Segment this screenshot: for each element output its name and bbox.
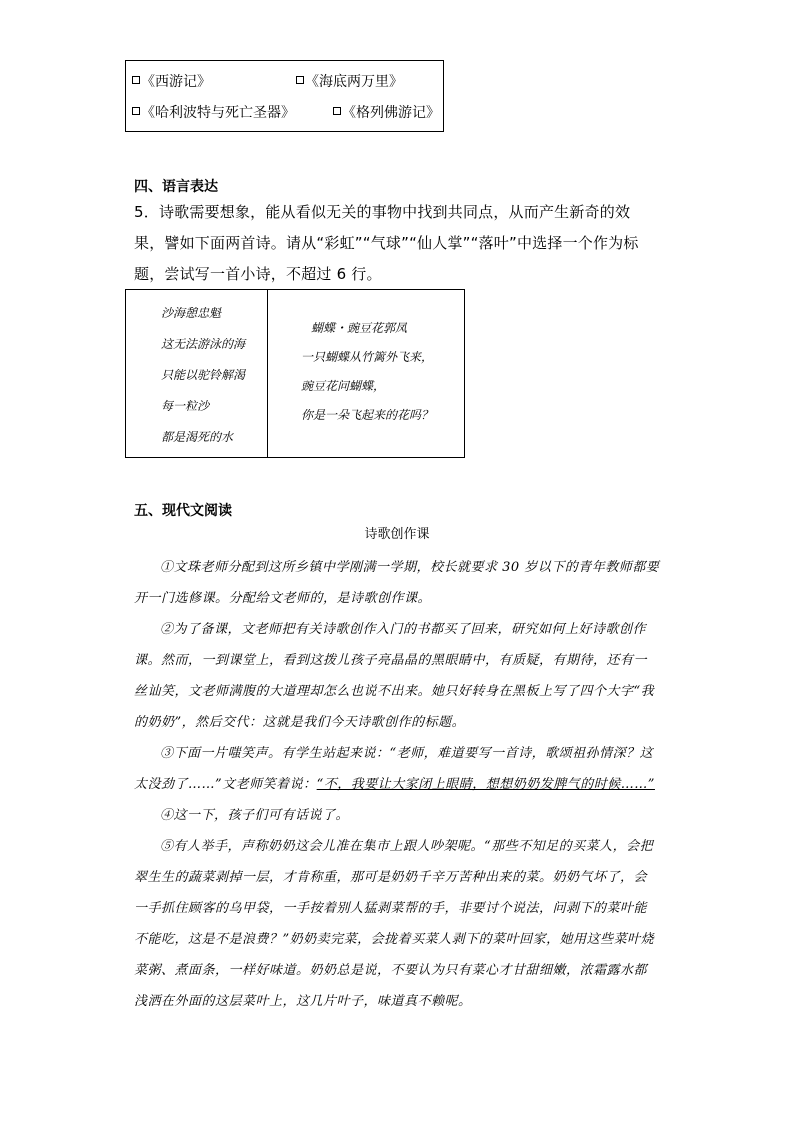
paragraph-1: ①文珠老师分配到这所乡镇中学刚满一学期，校长就要求 30 岁以下的青年教师都要开一门选修课。分配给文老师的，是诗歌创作课。 (134, 560, 660, 606)
poem-line: 只能以驼铃解渴 (161, 368, 246, 382)
paragraph-3-text: ③下面一片嗤笑声。有学生站起来说：“老师，难道要写一首诗，歌颂祖孙情深？这太没劲了……”文老师笑着说： (134, 746, 654, 792)
poem-right (301, 314, 433, 430)
paragraph-4: ④这一下，孩子们可有话说了。 (160, 808, 350, 823)
article-body (134, 552, 660, 1017)
section-4-heading: 四、语言表达 (134, 179, 218, 195)
section-5-heading: 五、现代文阅读 (134, 503, 232, 519)
paragraph-5: ⑤有人举手，声称奶奶这会儿准在集市上跟人吵架呢。“那些不知足的买菜人，会把翠生生的蔬菜剥掉一层，才肯称重，那可是奶奶千辛万苦种出来的菜。奶奶气坏了，会一手抓住顾客的乌甲袋，一手按着别人猛剥菜帮的手，非要讨个说法，问剥下的菜叶能不能吃，这是不是浪费？”奶奶卖完菜，会拢着买菜人剥下的菜叶回家，她用这些菜叶烧菜粥、煮面条，一样好味道。奶奶总是说，不要认为只有菜心才甘甜细嫩，浓霜露水都浅洒在外面的这层菜叶上，这几片叶子，味道真不赖呢。 (134, 839, 655, 1009)
poem-line: 豌豆花问蝴蝶， (301, 379, 386, 393)
poem-line: 都是渴死的水 (161, 430, 234, 444)
poem-left (161, 298, 245, 453)
checkbox-icon[interactable] (296, 76, 304, 84)
book-option-xiyouji[interactable]: 《西游记》 (132, 73, 211, 91)
book-options-box (125, 60, 444, 132)
poem-table (125, 289, 465, 458)
article-title: 诗歌创作课 (364, 527, 430, 542)
book-option-harry-potter[interactable]: 《哈利波特与死亡圣器》 (132, 104, 295, 122)
paragraph-2: ②为了备课，文老师把有关诗歌创作入门的书都买了回来，研究如何上好诗歌创作课。然而，一到课堂上，看到这拨儿孩子亮晶晶的黑眼睛中，有质疑，有期待，还有一丝讪笑，文老师满腹的大道理却怎么也说不出来。她只好转身在黑板上写了四个大字“我的奶奶”，然后交代：这就是我们今天诗歌创作的标题。 (134, 622, 655, 730)
poem-line: 每一粒沙 (161, 399, 210, 413)
checkbox-icon[interactable] (333, 107, 341, 115)
underlined-quote: “不，我要让大家闭上眼睛，想想奶奶发脾气的时候……” (316, 777, 655, 792)
poem-line: 一只蝴蝶从竹篱外飞来， (301, 350, 434, 364)
poem-title: 蝴蝶・豌豆花郭凤 (311, 321, 408, 335)
poem-line: 沙海憩忠魁 (161, 306, 222, 320)
paragraph-3 (134, 738, 660, 800)
book-option-haidi[interactable]: 《海底两万里》 (296, 73, 403, 91)
table-divider (267, 290, 268, 457)
checkbox-icon[interactable] (132, 76, 140, 84)
poem-line: 这无法游泳的海 (161, 337, 246, 351)
question-5: 5．诗歌需要想象，能从看似无关的事物中找到共同点，从而产生新奇的效果，譬如下面两首诗。请从“彩虹”“气球”“仙人掌”“落叶”中选择一个作为标题，尝试写一首小诗，不超过 6 行。 (134, 203, 639, 283)
checkbox-icon[interactable] (132, 107, 140, 115)
poem-line: 你是一朵飞起来的花吗？ (301, 408, 434, 422)
book-option-gulliver[interactable]: 《格列佛游记》 (333, 104, 440, 122)
